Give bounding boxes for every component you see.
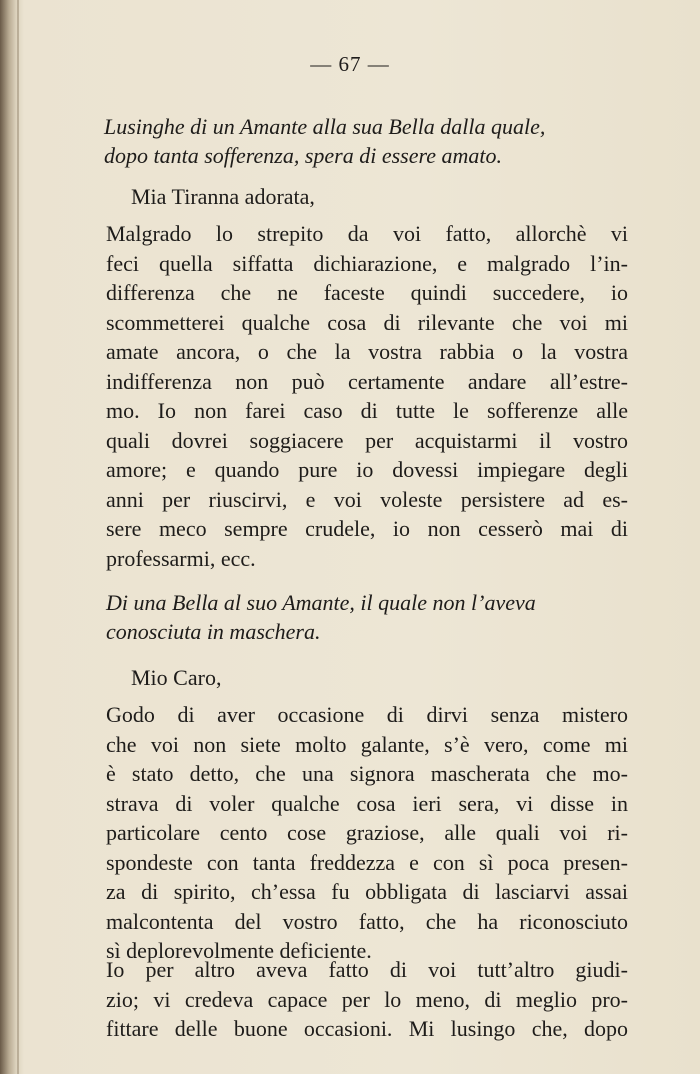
letter1-title-line: dopo tanta sofferenza, spera di essere amato. [104, 143, 503, 168]
letter1-title [104, 112, 664, 170]
text-line: zio; vi credeva capace per lo meno, di meglio pro- [106, 986, 628, 1012]
text-line: mo. Io non farei caso di tutte le sofferenze alle [106, 398, 628, 423]
letter2-body-continued [106, 955, 628, 1044]
text-line: za di spirito, ch’essa fu obbligata di lasciarvi assai [106, 879, 628, 904]
text-line: Godo di aver occasione di dirvi senza mistero [106, 702, 628, 727]
letter2-title-line: Di una Bella al suo Amante, il quale non l’aveva [106, 590, 536, 615]
letter2-title-line: conosciuta in maschera. [106, 619, 321, 644]
letter1-body [106, 219, 628, 573]
text-line: scommetterei qualche cosa di rilevante che voi mi [106, 309, 628, 335]
text-line: è stato detto, che una signora mascherata che mo- [106, 761, 628, 786]
letter2-salutation: Mio Caro, [131, 665, 222, 690]
text-line: particolare cento cose graziose, alle quali voi ri- [106, 820, 628, 845]
text-line: differenza che ne faceste quindi succedere, io [106, 280, 628, 305]
text-line: Malgrado lo strepito da voi fatto, allorchè vi [106, 221, 628, 246]
letter2-body [106, 700, 628, 966]
text-line: quali dovrei soggiacere per acquistarmi il vostro [106, 427, 628, 453]
letter1-salutation: Mia Tiranna adorata, [131, 184, 315, 209]
text-line: fittare delle buone occasioni. Mi lusingo che, dopo [106, 1016, 628, 1041]
text-line: Io per altro aveva fatto di voi tutt’altro giudi- [106, 957, 628, 982]
text-line: professarmi, ecc. [106, 545, 256, 571]
text-line: anni per riuscirvi, e voi voleste persistere ad es- [106, 486, 628, 512]
text-line: amate ancora, o che la vostra rabbia o la vostra [106, 339, 628, 364]
text-line: amore; e quando pure io dovessi impiegare degli [106, 457, 628, 482]
text-line: spondeste con tanta freddezza e con sì poca presen- [106, 849, 628, 875]
text-line: che voi non siete molto galante, s’è vero, come mi [106, 731, 628, 757]
letter1-title-line: Lusinghe di un Amante alla sua Bella dalla quale, [104, 114, 546, 139]
text-line: indifferenza non può certamente andare all’estre- [106, 368, 628, 394]
text-line: sere meco sempre crudele, io non cesserò mai di [106, 516, 628, 541]
text-line: sì deplorevolmente deficiente. [106, 938, 372, 963]
text-line: feci quella siffatta dichiarazione, e malgrado l’in- [106, 250, 628, 276]
letter2-title [106, 588, 666, 646]
page-number: — 67 — [310, 52, 390, 76]
text-line: malcontenta del vostro fatto, che ha riconosciuto [106, 908, 628, 934]
text-line: strava di voler qualche cosa ieri sera, vi disse in [106, 790, 628, 816]
